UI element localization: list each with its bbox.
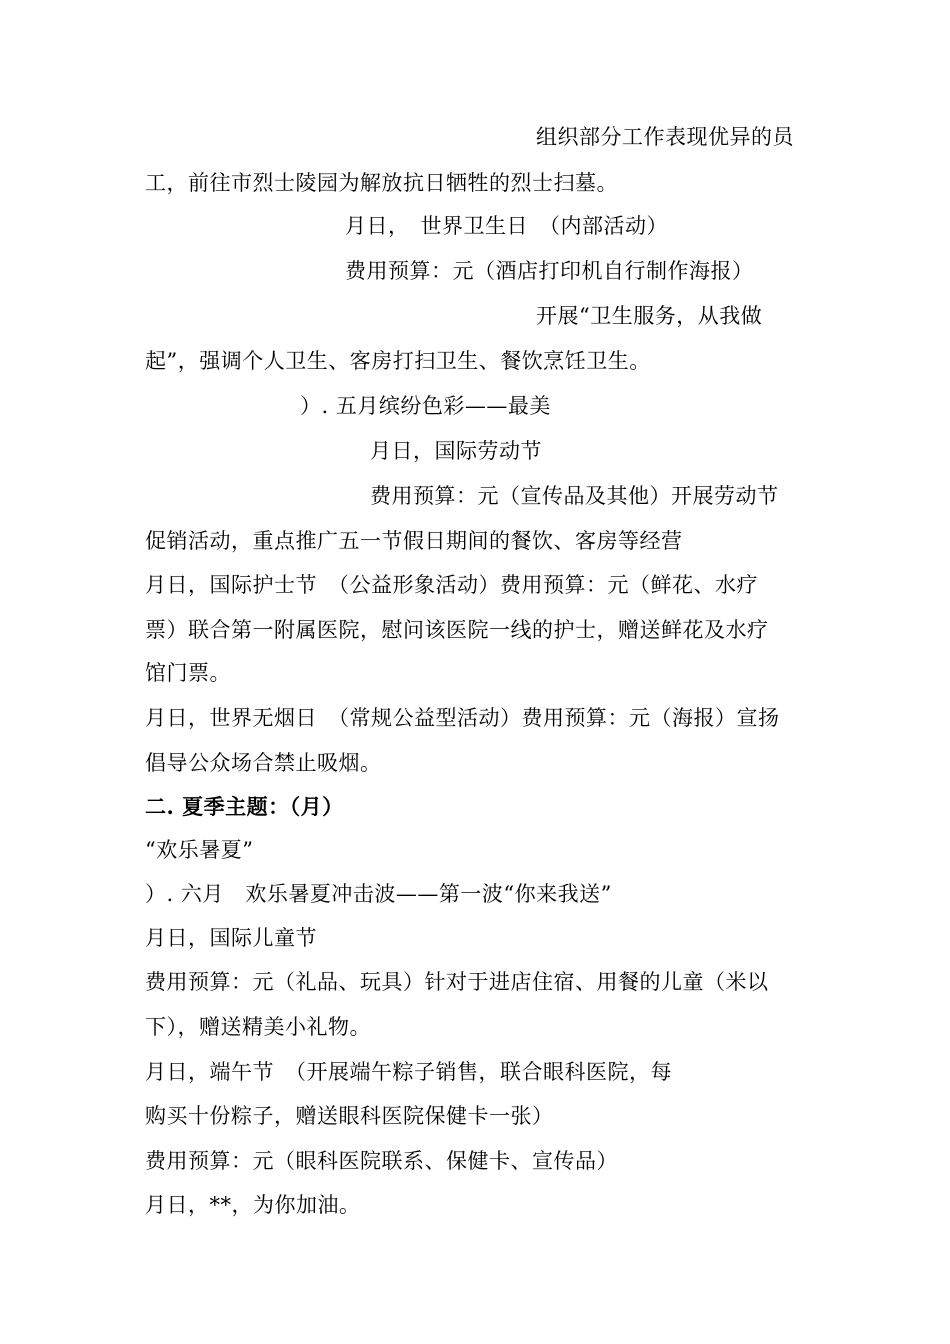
text-line: 起”，强调个人卫生、客房打扫卫生、餐饮烹饪卫生。 (145, 349, 651, 373)
text-line: 月日，端午节 （开展端午粽子销售，联合眼科医院，每 (145, 1060, 672, 1084)
section-heading: ）. 五月缤纷色彩——最美 (300, 394, 551, 418)
section-heading: ）. 六月 欢乐暑夏冲击波——第一波“你来我送” (145, 882, 612, 906)
text-line: 费用预算：元（礼品、玩具）针对于进店住宿、用餐的儿童（米以 (145, 970, 769, 994)
text-line: 费用预算：元（宣传品及其他）开展劳动节 (370, 484, 779, 508)
text-line: 月日，国际儿童节 (145, 926, 317, 950)
text-line: 组织部分工作表现优异的员 (536, 125, 794, 149)
text-line: 购买十份粽子，赠送眼科医院保健卡一张） (145, 1104, 554, 1128)
text-line: 费用预算：元（眼科医院联系、保健卡、宣传品） (145, 1149, 618, 1173)
text-line: 票）联合第一附属医院，慰问该医院一线的护士，赠送鲜花及水疗 (145, 618, 769, 642)
section-heading: 二. 夏季主题：（月） (145, 794, 344, 819)
text-line: 月日，国际护士节 （公益形象活动）费用预算：元（鲜花、水疗 (145, 573, 758, 597)
text-line: 促销活动，重点推广五一节假日期间的餐饮、客房等经营 (145, 529, 683, 553)
text-line: 月日， 世界卫生日 （内部活动） (345, 214, 668, 238)
text-line: 工，前往市烈士陵园为解放抗日牺牲的烈士扫墓。 (145, 171, 618, 195)
text-line: 开展“卫生服务，从我做 (536, 304, 763, 328)
text-line: 月日，**，为你加油。 (145, 1193, 361, 1217)
text-line: “欢乐暑夏” (145, 838, 254, 862)
text-line: 倡导公众场合禁止吸烟。 (145, 751, 382, 775)
text-line: 下），赠送精美小礼物。 (145, 1015, 371, 1039)
text-line: 月日，世界无烟日 （常规公益型活动）费用预算：元（海报）宣扬 (145, 706, 780, 730)
text-line: 费用预算：元（酒店打印机自行制作海报） (345, 259, 754, 283)
text-line: 馆门票。 (145, 661, 231, 685)
text-line: 月日，国际劳动节 (370, 439, 542, 463)
